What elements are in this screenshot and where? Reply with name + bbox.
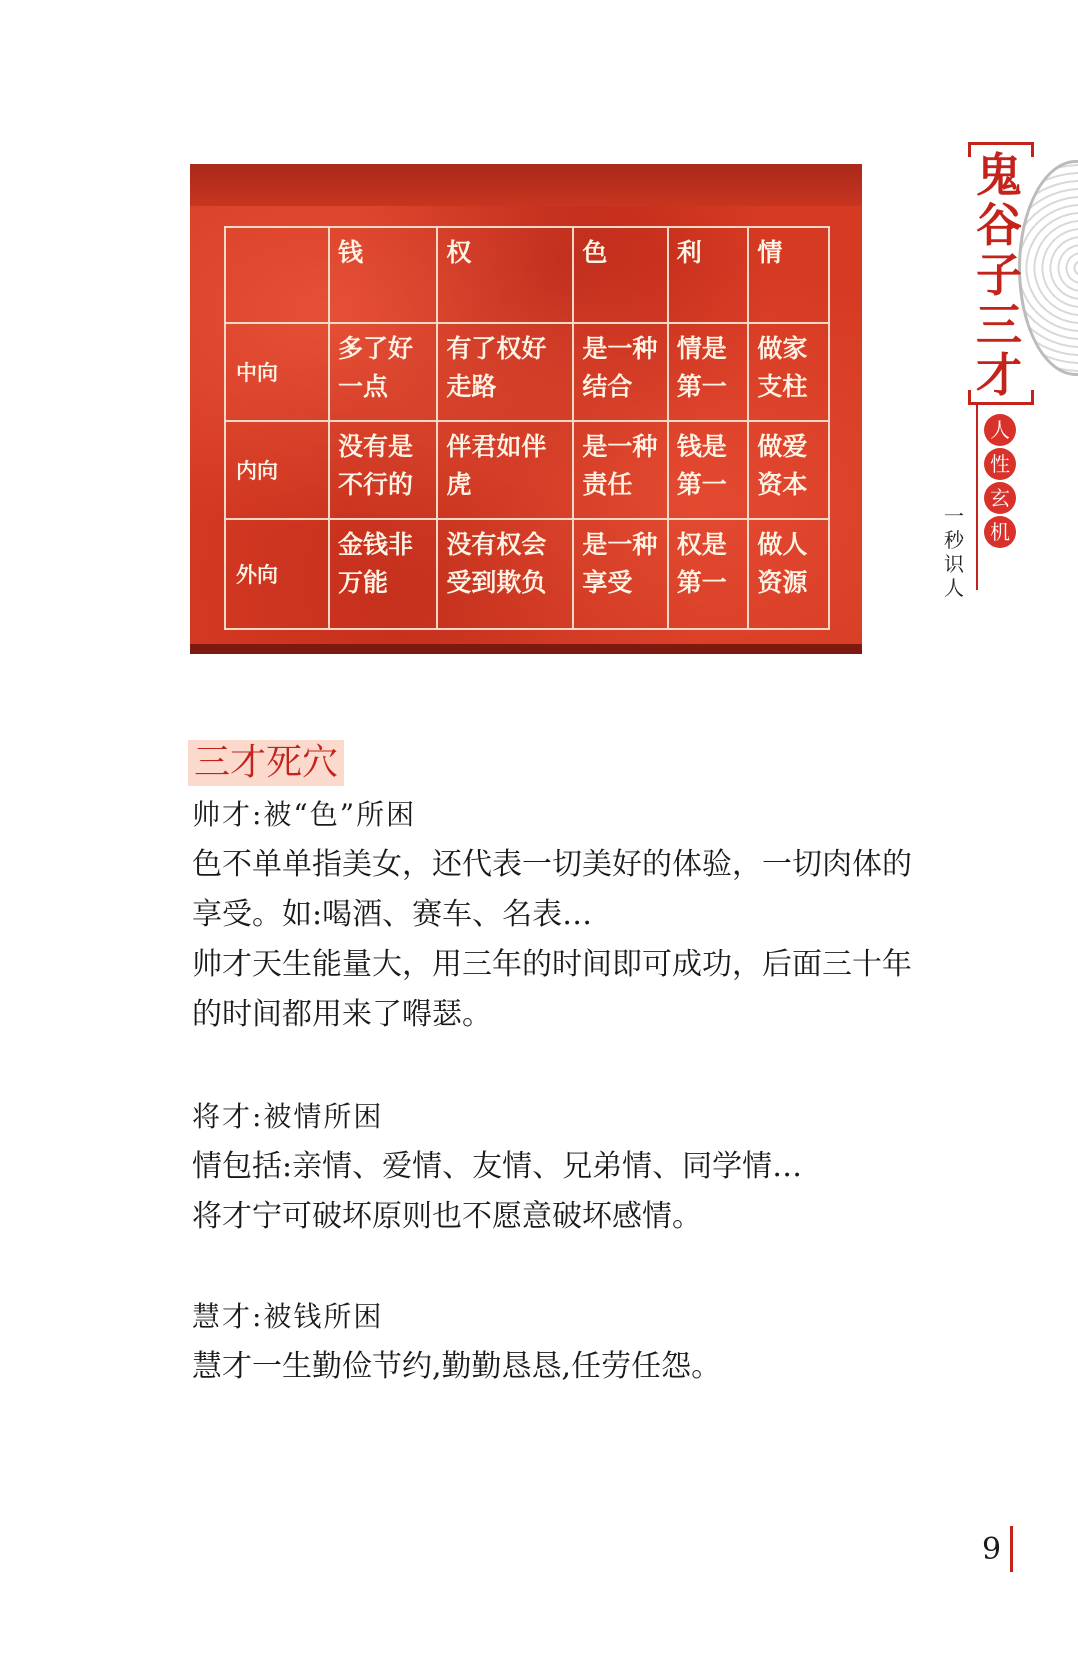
table-cell: 金钱非万能: [329, 519, 437, 629]
circle-badge: 人: [984, 414, 1016, 446]
table-header-cell: 利: [668, 227, 749, 323]
text-line: 情包括:亲情、爱情、友情、兄弟情、同学情…: [192, 1149, 803, 1184]
block-jiangcai: [130, 1092, 930, 1242]
row-label: 外向: [225, 519, 329, 629]
block-subtitle: 慧才:被钱所困: [192, 1300, 384, 1333]
block-shuaicai: [130, 790, 930, 1040]
page-number-bar: [1010, 1526, 1013, 1572]
table-row: [225, 421, 829, 519]
block-huicai: [130, 1292, 930, 1392]
block-subtitle: 帅才:被“色”所困: [192, 798, 417, 831]
table-cell: 没有权会受到欺负: [437, 519, 573, 629]
table-cell: 做爱资本: [748, 421, 829, 519]
text-line: 慧才一生勤俭节约,勤勤恳恳,任劳任怨。: [192, 1349, 722, 1384]
circle-badge: 机: [984, 516, 1016, 548]
sidebar-divider: [976, 404, 978, 590]
row-label: 中向: [225, 323, 329, 421]
table-cell: 做人资源: [748, 519, 829, 629]
table-cell: 情是第一: [668, 323, 749, 421]
table-row: [225, 323, 829, 421]
text-line: 将才宁可破坏原则也不愿意破坏感情。: [192, 1199, 702, 1234]
paragraph: 帅才天生能量大，用三年的时间即可成功，后面三十年的时间都用来了嘚瑟。: [192, 947, 912, 1032]
comparison-table: [224, 226, 830, 630]
table-header-cell: [225, 227, 329, 323]
panel-footer-band: [190, 644, 862, 654]
table-cell: 多了好一点: [329, 323, 437, 421]
panel-header-band: [190, 164, 862, 206]
bracket-bottom-icon: [968, 390, 1034, 405]
table-cell: 权是第一: [668, 519, 749, 629]
table-cell: 伴君如伴虎: [437, 421, 573, 519]
table-row: [225, 519, 829, 629]
table-cell: 做家支柱: [748, 323, 829, 421]
table-header-cell: 权: [437, 227, 573, 323]
table-header-cell: 情: [748, 227, 829, 323]
page-number: 9: [982, 1532, 1002, 1567]
sidebar-subtitle: 一秒识人: [944, 504, 964, 600]
table-cell: 是一种享受: [573, 519, 667, 629]
table-header-cell: 钱: [329, 227, 437, 323]
table-cell: 是一种结合: [573, 323, 667, 421]
block-subtitle: 将才:被情所困: [192, 1100, 384, 1133]
table-header-row: [225, 227, 829, 323]
subtitle-circles: [984, 414, 1018, 550]
circle-badge: 性: [984, 448, 1016, 480]
table-header-cell: 色: [573, 227, 667, 323]
book-title: 鬼谷子三才: [976, 148, 1022, 402]
table-cell: 有了权好走路: [437, 323, 573, 421]
table-cell: 钱是第一: [668, 421, 749, 519]
paragraph: 色不单单指美女，还代表一切美好的体验，一切肉体的享受。如:喝酒、赛车、名表…: [192, 847, 912, 932]
row-label: 内向: [225, 421, 329, 519]
circle-badge: 玄: [984, 482, 1016, 514]
table-panel: [190, 164, 862, 654]
table-cell: 没有是不行的: [329, 421, 437, 519]
section-title: 三才死穴: [188, 740, 344, 786]
decorative-seal-icon: [1018, 160, 1078, 376]
table-cell: 是一种责任: [573, 421, 667, 519]
